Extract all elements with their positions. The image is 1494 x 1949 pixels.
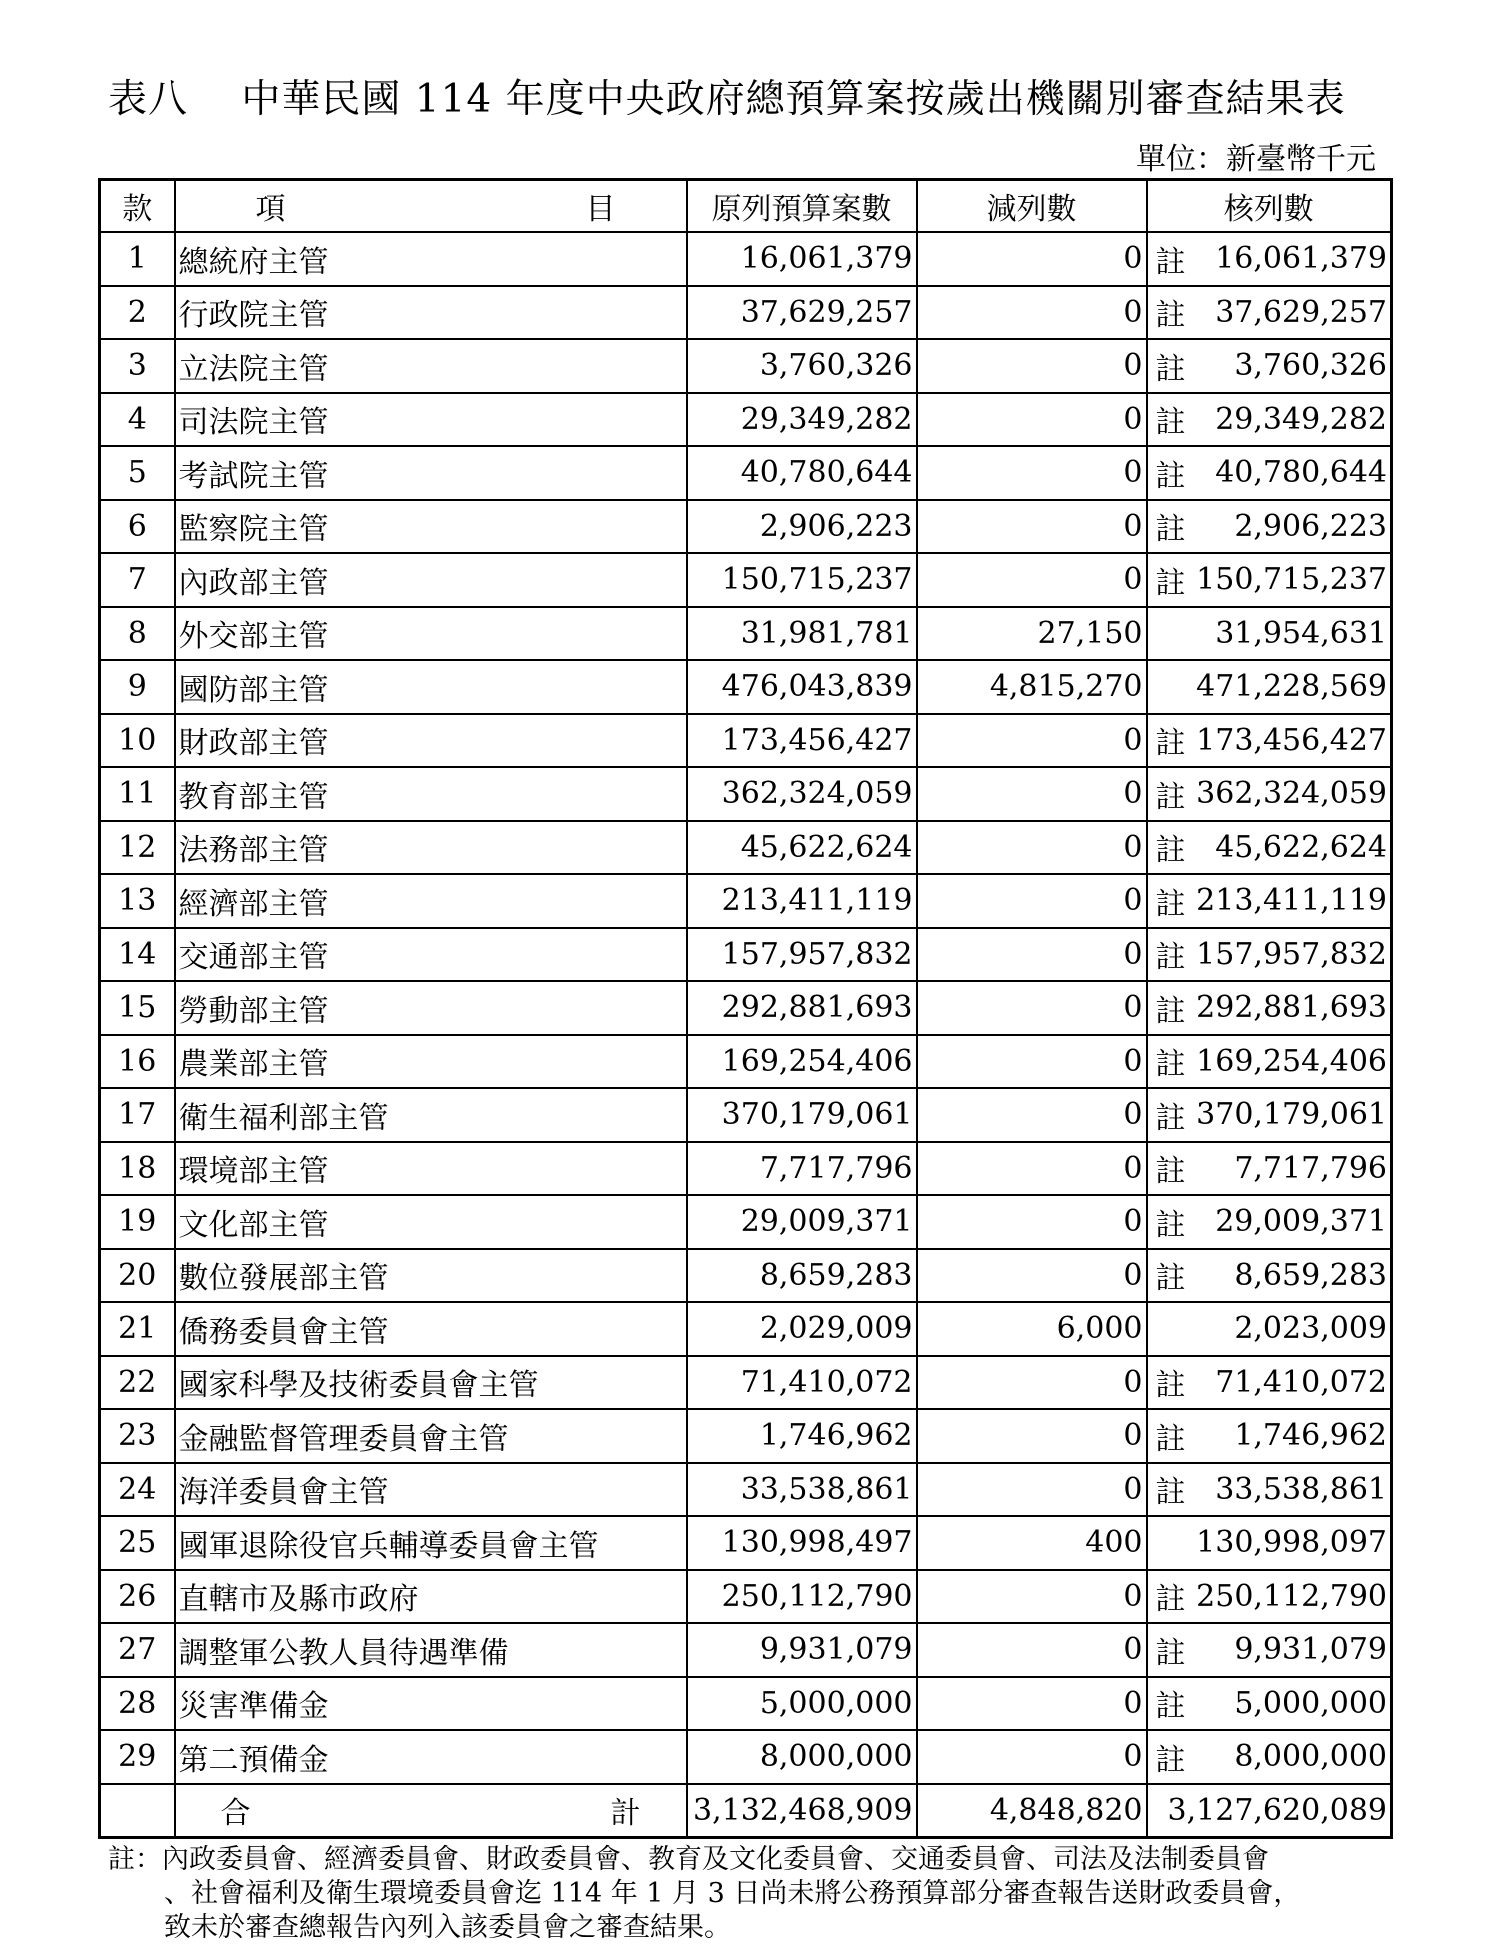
row-cut: 0 xyxy=(917,1677,1147,1731)
row-original: 40,780,644 xyxy=(687,446,917,500)
header-no: 款 xyxy=(100,180,175,233)
row-cut: 0 xyxy=(917,821,1147,875)
row-original: 2,906,223 xyxy=(687,500,917,554)
row-item: 金融監督管理委員會主管 xyxy=(175,1409,687,1463)
table-row xyxy=(100,393,1392,447)
row-approved: 173,456,427 xyxy=(1196,722,1387,758)
row-approved-cell xyxy=(1147,1249,1392,1303)
note-mark: 註 xyxy=(1155,1154,1186,1190)
table-row xyxy=(100,981,1392,1035)
row-approved: 7,717,796 xyxy=(1234,1150,1387,1186)
row-approved: 16,061,379 xyxy=(1215,241,1387,277)
table-row xyxy=(100,500,1392,554)
row-item: 行政院主管 xyxy=(175,286,687,340)
row-approved-cell xyxy=(1147,821,1392,875)
row-item: 交通部主管 xyxy=(175,928,687,982)
row-cut: 0 xyxy=(917,767,1147,821)
row-approved: 150,715,237 xyxy=(1196,562,1387,598)
note-mark: 註 xyxy=(1155,833,1186,869)
row-cut: 4,815,270 xyxy=(917,660,1147,714)
row-approved-cell xyxy=(1147,1570,1392,1624)
row-original: 157,957,832 xyxy=(687,928,917,982)
table-row xyxy=(100,286,1392,340)
note-mark: 註 xyxy=(1155,512,1186,548)
note-mark: 註 xyxy=(1155,726,1186,762)
table-row xyxy=(100,1142,1392,1196)
row-no: 17 xyxy=(100,1088,175,1142)
row-approved: 8,659,283 xyxy=(1234,1257,1387,1293)
row-approved: 37,629,257 xyxy=(1215,294,1387,330)
row-item: 衛生福利部主管 xyxy=(175,1088,687,1142)
total-original: 3,132,468,909 xyxy=(687,1784,917,1838)
row-approved-cell xyxy=(1147,1142,1392,1196)
row-item: 災害準備金 xyxy=(175,1677,687,1731)
table-row xyxy=(100,446,1392,500)
row-original: 29,009,371 xyxy=(687,1195,917,1249)
row-no: 7 xyxy=(100,553,175,607)
footnote-line-1: 註：內政委員會、經濟委員會、財政委員會、教育及文化委員會、交通委員會、司法及法制委員會 xyxy=(108,1844,1269,1875)
row-no: 27 xyxy=(100,1623,175,1677)
row-approved-cell xyxy=(1147,1409,1392,1463)
row-approved: 213,411,119 xyxy=(1196,883,1387,919)
row-no: 23 xyxy=(100,1409,175,1463)
row-approved-cell xyxy=(1147,1463,1392,1517)
row-approved: 45,622,624 xyxy=(1215,829,1387,865)
row-original: 9,931,079 xyxy=(687,1623,917,1677)
row-approved: 71,410,072 xyxy=(1215,1364,1387,1400)
row-item: 文化部主管 xyxy=(175,1195,687,1249)
row-cut: 0 xyxy=(917,1463,1147,1517)
note-mark: 註 xyxy=(1155,1421,1186,1457)
row-cut: 0 xyxy=(917,1195,1147,1249)
footnote xyxy=(108,1843,1398,1945)
row-item: 國家科學及技術委員會主管 xyxy=(175,1356,687,1410)
table-row xyxy=(100,1677,1392,1731)
row-approved: 362,324,059 xyxy=(1196,776,1387,812)
row-no: 15 xyxy=(100,981,175,1035)
row-no: 8 xyxy=(100,607,175,661)
table-row xyxy=(100,339,1392,393)
row-approved: 8,000,000 xyxy=(1234,1739,1387,1775)
table-row xyxy=(100,1249,1392,1303)
header-approved: 核列數 xyxy=(1147,180,1392,233)
row-original: 45,622,624 xyxy=(687,821,917,875)
row-approved-cell xyxy=(1147,1302,1392,1356)
row-no: 10 xyxy=(100,714,175,768)
note-mark: 註 xyxy=(1155,1475,1186,1511)
row-item: 考試院主管 xyxy=(175,446,687,500)
row-no: 3 xyxy=(100,339,175,393)
row-no: 14 xyxy=(100,928,175,982)
row-cut: 0 xyxy=(917,286,1147,340)
header-item-right: 目 xyxy=(585,192,616,227)
row-no: 22 xyxy=(100,1356,175,1410)
table-row xyxy=(100,1730,1392,1784)
table-row xyxy=(100,1088,1392,1142)
table-row xyxy=(100,1195,1392,1249)
row-approved: 130,998,097 xyxy=(1196,1525,1387,1561)
row-no: 19 xyxy=(100,1195,175,1249)
row-approved: 370,179,061 xyxy=(1196,1097,1387,1133)
table-row xyxy=(100,1570,1392,1624)
row-cut: 0 xyxy=(917,1356,1147,1410)
row-cut: 0 xyxy=(917,1142,1147,1196)
table-row xyxy=(100,1516,1392,1570)
row-cut: 0 xyxy=(917,1623,1147,1677)
note-mark: 註 xyxy=(1155,565,1186,601)
row-original: 250,112,790 xyxy=(687,1570,917,1624)
row-item: 調整軍公教人員待遇準備 xyxy=(175,1623,687,1677)
row-original: 169,254,406 xyxy=(687,1035,917,1089)
row-original: 362,324,059 xyxy=(687,767,917,821)
row-approved-cell xyxy=(1147,393,1392,447)
row-original: 31,981,781 xyxy=(687,607,917,661)
note-mark: 註 xyxy=(1155,940,1186,976)
row-approved-cell xyxy=(1147,339,1392,393)
row-approved-cell xyxy=(1147,1730,1392,1784)
row-original: 37,629,257 xyxy=(687,286,917,340)
total-approved: 3,127,620,089 xyxy=(1147,1784,1392,1838)
row-no: 1 xyxy=(100,232,175,286)
row-no: 6 xyxy=(100,500,175,554)
note-mark: 註 xyxy=(1155,298,1186,334)
row-no: 24 xyxy=(100,1463,175,1517)
row-original: 130,998,497 xyxy=(687,1516,917,1570)
note-mark: 註 xyxy=(1155,1261,1186,1297)
row-approved-cell xyxy=(1147,446,1392,500)
total-no xyxy=(100,1784,175,1838)
row-item: 教育部主管 xyxy=(175,767,687,821)
row-no: 26 xyxy=(100,1570,175,1624)
row-approved: 29,349,282 xyxy=(1215,401,1387,437)
row-no: 28 xyxy=(100,1677,175,1731)
row-approved-cell xyxy=(1147,874,1392,928)
row-approved-cell xyxy=(1147,1677,1392,1731)
row-approved: 29,009,371 xyxy=(1215,1204,1387,1240)
total-label xyxy=(175,1784,687,1838)
row-no: 4 xyxy=(100,393,175,447)
row-cut: 400 xyxy=(917,1516,1147,1570)
row-approved-cell xyxy=(1147,286,1392,340)
row-item: 環境部主管 xyxy=(175,1142,687,1196)
row-no: 11 xyxy=(100,767,175,821)
total-row xyxy=(100,1784,1392,1838)
row-cut: 0 xyxy=(917,553,1147,607)
table-row xyxy=(100,1623,1392,1677)
row-original: 5,000,000 xyxy=(687,1677,917,1731)
row-original: 2,029,009 xyxy=(687,1302,917,1356)
table-row xyxy=(100,660,1392,714)
total-cut: 4,848,820 xyxy=(917,1784,1147,1838)
note-mark: 註 xyxy=(1155,993,1186,1029)
note-mark: 註 xyxy=(1155,779,1186,815)
row-item: 直轄市及縣市政府 xyxy=(175,1570,687,1624)
row-approved: 40,780,644 xyxy=(1215,455,1387,491)
row-cut: 0 xyxy=(917,928,1147,982)
row-approved: 471,228,569 xyxy=(1196,669,1387,705)
row-no: 25 xyxy=(100,1516,175,1570)
header-item-left: 項 xyxy=(255,192,286,227)
table-body xyxy=(100,232,1392,1784)
header-item xyxy=(175,180,687,233)
row-approved: 33,538,861 xyxy=(1215,1471,1387,1507)
note-mark: 註 xyxy=(1155,1742,1186,1778)
row-original: 29,349,282 xyxy=(687,393,917,447)
row-item: 國防部主管 xyxy=(175,660,687,714)
row-approved-cell xyxy=(1147,714,1392,768)
footnote-line-3: 致未於審查總報告內列入該委員會之審查結果。 xyxy=(164,1912,731,1943)
row-no: 13 xyxy=(100,874,175,928)
row-item: 數位發展部主管 xyxy=(175,1249,687,1303)
row-cut: 0 xyxy=(917,981,1147,1035)
row-approved-cell xyxy=(1147,1195,1392,1249)
row-approved: 157,957,832 xyxy=(1196,936,1387,972)
table-row xyxy=(100,821,1392,875)
row-approved: 169,254,406 xyxy=(1196,1043,1387,1079)
row-approved: 5,000,000 xyxy=(1234,1685,1387,1721)
row-approved-cell xyxy=(1147,767,1392,821)
row-approved-cell xyxy=(1147,607,1392,661)
row-original: 3,760,326 xyxy=(687,339,917,393)
row-item: 第二預備金 xyxy=(175,1730,687,1784)
row-cut: 0 xyxy=(917,1730,1147,1784)
row-no: 16 xyxy=(100,1035,175,1089)
table-row xyxy=(100,1302,1392,1356)
table-row xyxy=(100,874,1392,928)
row-original: 292,881,693 xyxy=(687,981,917,1035)
page-title: 表八 中華民國 114 年度中央政府總預算案按歲出機關別審查結果表 xyxy=(108,77,1346,122)
row-cut: 6,000 xyxy=(917,1302,1147,1356)
row-item: 外交部主管 xyxy=(175,607,687,661)
row-original: 476,043,839 xyxy=(687,660,917,714)
row-cut: 0 xyxy=(917,446,1147,500)
table-row xyxy=(100,607,1392,661)
row-item: 農業部主管 xyxy=(175,1035,687,1089)
note-mark: 註 xyxy=(1155,1047,1186,1083)
note-mark: 註 xyxy=(1155,1100,1186,1136)
row-cut: 0 xyxy=(917,1570,1147,1624)
header-cut: 減列數 xyxy=(917,180,1147,233)
row-approved-cell xyxy=(1147,1516,1392,1570)
note-mark: 註 xyxy=(1155,351,1186,387)
row-item: 財政部主管 xyxy=(175,714,687,768)
row-original: 7,717,796 xyxy=(687,1142,917,1196)
row-approved-cell xyxy=(1147,660,1392,714)
row-cut: 0 xyxy=(917,1035,1147,1089)
row-cut: 27,150 xyxy=(917,607,1147,661)
row-item: 立法院主管 xyxy=(175,339,687,393)
header-row xyxy=(100,180,1392,233)
row-approved: 9,931,079 xyxy=(1234,1632,1387,1668)
row-no: 5 xyxy=(100,446,175,500)
table-row xyxy=(100,767,1392,821)
row-no: 20 xyxy=(100,1249,175,1303)
row-no: 2 xyxy=(100,286,175,340)
row-approved: 1,746,962 xyxy=(1234,1418,1387,1454)
note-mark: 註 xyxy=(1155,1635,1186,1671)
row-cut: 0 xyxy=(917,232,1147,286)
table-header xyxy=(100,180,1392,233)
row-item: 經濟部主管 xyxy=(175,874,687,928)
row-cut: 0 xyxy=(917,1409,1147,1463)
row-cut: 0 xyxy=(917,1249,1147,1303)
note-mark: 註 xyxy=(1155,458,1186,494)
row-cut: 0 xyxy=(917,714,1147,768)
row-cut: 0 xyxy=(917,339,1147,393)
row-item: 法務部主管 xyxy=(175,821,687,875)
table-row xyxy=(100,553,1392,607)
row-approved-cell xyxy=(1147,232,1392,286)
row-no: 9 xyxy=(100,660,175,714)
row-item: 僑務委員會主管 xyxy=(175,1302,687,1356)
row-original: 71,410,072 xyxy=(687,1356,917,1410)
row-original: 8,659,283 xyxy=(687,1249,917,1303)
row-approved: 292,881,693 xyxy=(1196,990,1387,1026)
note-mark: 註 xyxy=(1155,1368,1186,1404)
row-no: 29 xyxy=(100,1730,175,1784)
row-original: 173,456,427 xyxy=(687,714,917,768)
row-no: 21 xyxy=(100,1302,175,1356)
table-row xyxy=(100,1356,1392,1410)
note-mark: 註 xyxy=(1155,1582,1186,1618)
note-mark: 註 xyxy=(1155,1207,1186,1243)
row-approved-cell xyxy=(1147,1623,1392,1677)
table-row xyxy=(100,1035,1392,1089)
note-mark: 註 xyxy=(1155,244,1186,280)
row-original: 150,715,237 xyxy=(687,553,917,607)
total-label-right: 計 xyxy=(610,1796,641,1832)
row-cut: 0 xyxy=(917,393,1147,447)
row-no: 12 xyxy=(100,821,175,875)
row-approved-cell xyxy=(1147,928,1392,982)
row-cut: 0 xyxy=(917,874,1147,928)
note-mark: 註 xyxy=(1155,886,1186,922)
note-mark: 註 xyxy=(1155,405,1186,441)
row-approved-cell xyxy=(1147,553,1392,607)
row-cut: 0 xyxy=(917,1088,1147,1142)
row-approved: 2,906,223 xyxy=(1234,508,1387,544)
table-row xyxy=(100,232,1392,286)
unit-label: 單位：新臺幣千元 xyxy=(1136,142,1376,177)
note-mark: 註 xyxy=(1155,1689,1186,1725)
row-item: 內政部主管 xyxy=(175,553,687,607)
row-item: 海洋委員會主管 xyxy=(175,1463,687,1517)
row-original: 213,411,119 xyxy=(687,874,917,928)
row-original: 8,000,000 xyxy=(687,1730,917,1784)
row-cut: 0 xyxy=(917,500,1147,554)
row-no: 18 xyxy=(100,1142,175,1196)
row-approved: 2,023,009 xyxy=(1234,1311,1387,1347)
row-original: 370,179,061 xyxy=(687,1088,917,1142)
row-item: 勞動部主管 xyxy=(175,981,687,1035)
row-approved-cell xyxy=(1147,1088,1392,1142)
row-item: 監察院主管 xyxy=(175,500,687,554)
table-row xyxy=(100,1463,1392,1517)
row-approved-cell xyxy=(1147,1356,1392,1410)
header-original: 原列預算案數 xyxy=(687,180,917,233)
total-label-left: 合 xyxy=(220,1796,251,1832)
row-item: 總統府主管 xyxy=(175,232,687,286)
row-item: 國軍退除役官兵輔導委員會主管 xyxy=(175,1516,687,1570)
row-item: 司法院主管 xyxy=(175,393,687,447)
budget-table xyxy=(98,178,1393,1839)
row-original: 33,538,861 xyxy=(687,1463,917,1517)
row-approved-cell xyxy=(1147,981,1392,1035)
table-row xyxy=(100,714,1392,768)
footnote-line-2: 、社會福利及衛生環境委員會迄 114 年 1 月 3 日尚未將公務預算部分審查報告送財政委員會， xyxy=(164,1878,1301,1909)
row-original: 16,061,379 xyxy=(687,232,917,286)
row-approved: 250,112,790 xyxy=(1196,1578,1387,1614)
row-approved-cell xyxy=(1147,500,1392,554)
table-row xyxy=(100,928,1392,982)
table-footer xyxy=(100,1784,1392,1838)
row-approved: 31,954,631 xyxy=(1215,615,1387,651)
row-original: 1,746,962 xyxy=(687,1409,917,1463)
row-approved-cell xyxy=(1147,1035,1392,1089)
row-approved: 3,760,326 xyxy=(1234,348,1387,384)
table-row xyxy=(100,1409,1392,1463)
